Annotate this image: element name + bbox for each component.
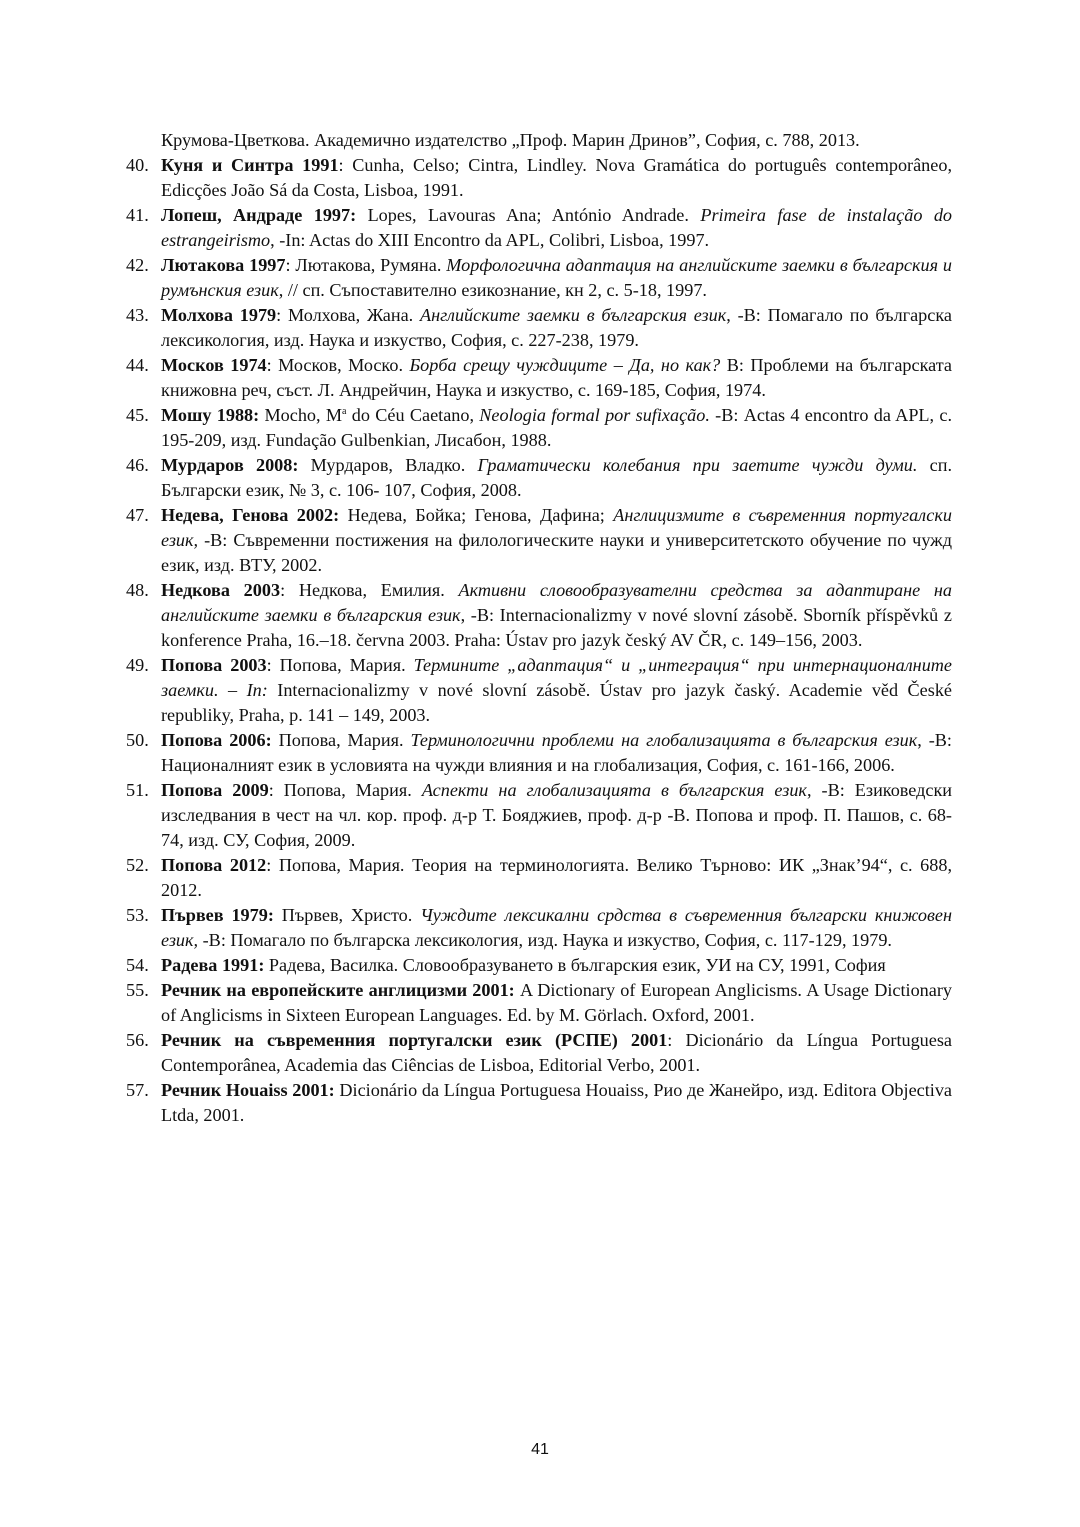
reference-text: : Попова, Мария. Теория на терминологията. Велико Търново: ИК „Знак’94“, с. 688, 2012.: [161, 855, 953, 900]
reference-entry: [126, 1078, 952, 1128]
reference-entry: [126, 203, 952, 253]
reference-number: 41.: [126, 205, 149, 225]
reference-continuation: Крумова-Цветкова. Академично издателство „Проф. Марин Дринов”, София, с. 788, 2013.: [161, 130, 860, 150]
reference-text: сп. Български език, № 3, с. 106- 107, София, 2008.: [161, 455, 952, 500]
reference-entry: [126, 253, 952, 303]
reference-text: В: Проблеми на българската книжовна реч, съст. Л. Андрейчин, Наука и изкуство, с. 169-185, София, 1974.: [161, 355, 953, 400]
page-number: 41: [531, 1441, 549, 1458]
reference-number: 52.: [126, 855, 149, 875]
reference-text: : Попова, Мария.: [268, 780, 422, 800]
reference-text: : Лютакова, Румяна.: [285, 255, 447, 275]
reference-entry: [126, 353, 952, 403]
reference-text: Радева, Василка. Словообразуването в българския език, УИ на СУ, 1991, София: [264, 955, 886, 975]
reference-text: Internacionalizmy v nové slovní zásobě. Ústav pro jazyk časký. Academie věd České republiky, Praha, p. 141 – 149, 2003.: [161, 680, 953, 725]
reference-heading: Попова 2009: [161, 780, 269, 800]
reference-text: -В: Actas 4 encontro da APL, с. 195-209, изд. Fundação Gulbenkian, Лисабон, 1988.: [161, 405, 953, 450]
reference-text: : Попова, Мария.: [266, 655, 414, 675]
reference-number: 57.: [126, 1080, 149, 1100]
reference-heading: Молхова 1979: [161, 305, 277, 325]
reference-title: Борба срещу чуждиците – Да, но как?: [409, 355, 721, 375]
reference-title: Primeira fase de instalação do estrangeirismo: [161, 205, 953, 250]
reference-title: Граматически колебания при заетите чужди думи.: [477, 455, 918, 475]
reference-title: Активни словообразувателни средства за адаптиране на английските заемки в българския език: [161, 580, 952, 625]
reference-title: Термините „адаптация“ и „интеграция“ при интернационалните заемки. – In:: [161, 655, 953, 700]
reference-entry: [126, 978, 952, 1028]
reference-number: 44.: [126, 355, 149, 375]
reference-title: Аспекти на глобализацията в българския език: [421, 780, 807, 800]
reference-number: 47.: [126, 505, 149, 525]
reference-heading: Недева, Генова 2002:: [161, 505, 340, 525]
reference-text: , -В: Помагало по българска лексикология, изд. Наука и изкуство, София, с. 227-238, 1979.: [161, 305, 952, 350]
reference-text: , -В: Езиковедски изследвания в чест на чл. кор. проф. д-р Т. Бояджиев, проф. д-р -В. Попова и проф. П. Пашов, с. 68-74, изд. СУ, София, 2009.: [161, 780, 953, 850]
reference-number: 40.: [126, 155, 149, 175]
reference-entry: [126, 903, 952, 953]
reference-text: -В: Помагало по българска лексикология, изд. Наука и изкуство, София, с. 117-129, 1979.: [198, 930, 892, 950]
reference-text: , -В: Internacionalizmy v nové slovní zásobě. Sborník příspěvků z konference Praha, 16.–18. června 2003. Praha: Ústav pro jazyk český AV ČR, с. 149–156, 2003.: [161, 605, 953, 650]
references-list: [126, 128, 952, 1128]
reference-text: : Dicionário da Língua Portuguesa Contemporânea, Academia das Ciências de Lisboa, Editorial Verbo, 2001.: [161, 1030, 953, 1075]
reference-heading: Мошу 1988:: [161, 405, 260, 425]
reference-number: 56.: [126, 1030, 149, 1050]
reference-entry: [126, 503, 952, 578]
reference-text: : Москов, Моско.: [266, 355, 410, 375]
reference-heading: Москов 1974: [161, 355, 267, 375]
reference-entry: [126, 953, 952, 978]
reference-number: 54.: [126, 955, 149, 975]
reference-heading: Попова 2012: [161, 855, 267, 875]
reference-text: A Dictionary of European Anglicisms. A Usage Dictionary of Anglicisms in Sixteen European Languages. Ed. by M. Görlach. Oxford, 2001.: [161, 980, 952, 1025]
reference-number: 51.: [126, 780, 149, 800]
reference-entry: [126, 578, 952, 653]
reference-number: 42.: [126, 255, 149, 275]
reference-text: a: [342, 406, 347, 417]
reference-heading: Речник на съвременния португалски език (РСПЕ) 2001: [161, 1030, 668, 1050]
reference-entry: [126, 853, 952, 903]
reference-number: 46.: [126, 455, 149, 475]
reference-heading: Куня и Синтра 1991: [161, 155, 339, 175]
reference-entry: [126, 653, 952, 728]
reference-number: 49.: [126, 655, 149, 675]
reference-text: Lopes, Lavouras Ana; António Andrade.: [356, 205, 701, 225]
reference-title: Английските заемки в българския език: [420, 305, 727, 325]
reference-number: 45.: [126, 405, 149, 425]
reference-number: 43.: [126, 305, 149, 325]
reference-text: : Недкова, Емилия.: [280, 580, 459, 600]
reference-entry: [126, 1028, 952, 1078]
reference-entries: [126, 153, 952, 1128]
reference-text: , -В: Националният език в условията на чужди влияния и на глобализация, София, с. 161-166, 2006.: [161, 730, 952, 775]
reference-text: -В: Съвременни постижения на филологическите науки и университетското обучение по чужд език, изд. ВТУ, 2002.: [161, 530, 952, 575]
reference-number: 53.: [126, 905, 149, 925]
reference-number: 50.: [126, 730, 149, 750]
reference-heading: Мурдаров 2008:: [161, 455, 299, 475]
reference-text: Попова, Мария.: [271, 730, 411, 750]
reference-heading: Речник Houaiss 2001:: [161, 1080, 335, 1100]
reference-heading: Недкова 2003: [161, 580, 281, 600]
reference-title: Чуждите лексикални срдства в съвременния български книжовен език,: [161, 905, 953, 950]
reference-text: Dicionário da Língua Portuguesa Houaiss, Рио де Жанейро, изд. Editora Objectiva Ltda, 2001.: [161, 1080, 952, 1125]
reference-number: 48.: [126, 580, 149, 600]
reference-text: : Cunha, Celso; Cintra, Lindley. Nova Gramática do português contemporâneo, Edicções João Sá da Costa, Lisboa, 1991.: [161, 155, 952, 200]
reference-text: Недева, Бойка; Генова, Дафина;: [339, 505, 614, 525]
reference-entry: [126, 303, 952, 353]
reference-title: Англицизмите в съвременния португалски език,: [161, 505, 952, 550]
reference-title: Neologia formal por sufixação.: [479, 405, 710, 425]
reference-text: : Молхова, Жана.: [276, 305, 421, 325]
reference-heading: Лютакова 1997: [161, 255, 286, 275]
reference-heading: Радева 1991:: [161, 955, 265, 975]
reference-entry: [126, 403, 952, 453]
reference-number: 55.: [126, 980, 149, 1000]
reference-title: Терминологични проблеми на глобализацията в българския език: [410, 730, 918, 750]
reference-text: Mocho, M: [259, 405, 343, 425]
reference-text: , // сп. Съпоставително езикознание, кн 2, с. 5-18, 1997.: [278, 280, 707, 300]
reference-text: , -In: Actas do XIII Encontro da APL, Colibri, Lisboa, 1997.: [270, 230, 710, 250]
reference-text: Първев, Христо.: [273, 905, 421, 925]
reference-heading: Първев 1979:: [161, 905, 274, 925]
reference-entry: [126, 778, 952, 853]
reference-text: Мурдаров, Владко.: [298, 455, 478, 475]
reference-entry: [126, 453, 952, 503]
reference-heading: Попова 2003: [161, 655, 267, 675]
reference-heading: Лопеш, Андраде 1997:: [161, 205, 357, 225]
reference-text: do Céu Caetano,: [346, 405, 480, 425]
reference-heading: Речник на европейските англицизми 2001:: [161, 980, 515, 1000]
reference-entry: [126, 153, 952, 203]
reference-heading: Попова 2006:: [161, 730, 272, 750]
reference-entry: [126, 728, 952, 778]
reference-title: Морфологична адаптация на английските заемки в българския и румънския език: [161, 255, 953, 300]
